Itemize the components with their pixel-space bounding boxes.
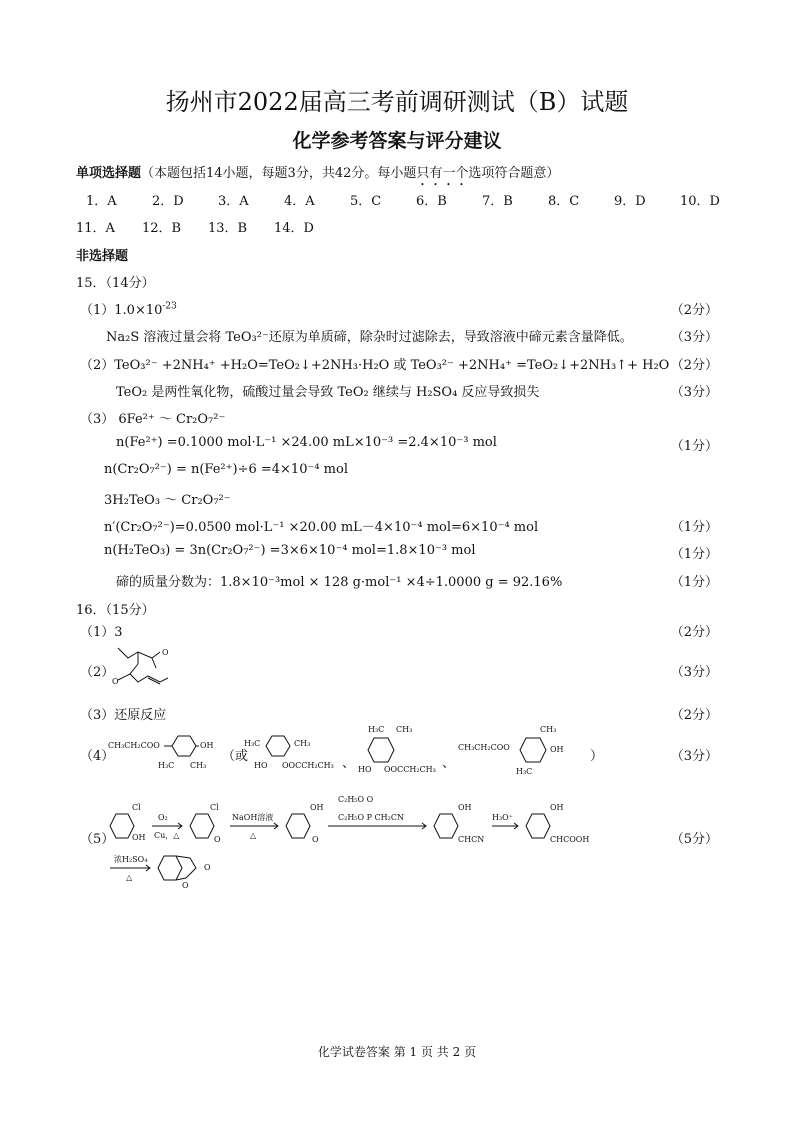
ester-group-label: CH₃CH₂COO: [458, 743, 510, 752]
score: （2分）: [670, 708, 718, 723]
ketone-o-label: O: [112, 677, 119, 686]
nitrile-group-label: CHCN: [458, 835, 485, 844]
oxo-label: O: [312, 835, 319, 844]
score: （1分）: [670, 547, 718, 562]
q16-part4-structure-4: [458, 724, 588, 778]
score: （2分）: [670, 358, 718, 373]
lactone-oxygen-label: O: [182, 881, 189, 890]
q16-part4-structure-3: [354, 722, 454, 776]
hydroxy-label: OH: [132, 833, 146, 842]
mcq-answers-row-1: [86, 190, 720, 209]
methyl-label: CH₃: [396, 725, 413, 734]
page-footer: 化学试卷答案 第 1 页 共 2 页: [317, 1045, 477, 1059]
chloro-label: Cl: [132, 803, 141, 812]
condition-label: △: [250, 831, 257, 840]
mcq-instructions: [76, 162, 559, 189]
methyl-label: CH₃: [294, 739, 311, 748]
hydroxy-label: HO: [358, 765, 372, 774]
methyl-label: H₃C: [158, 761, 175, 770]
separator: 、: [442, 756, 456, 771]
q16-part2-label: （2）: [80, 665, 115, 680]
q15-calc-excess: n′(Cr₂O₇²⁻)=0.0500 mol·L⁻¹ ×20.00 mL－4×10⁻⁴ mol=6×10⁻⁴ mol: [104, 520, 539, 535]
q15-relation-h2teo3: 3H₂TeO₃ ～ Cr₂O₇²⁻: [104, 493, 231, 508]
non-mcq-heading: 非选择题: [76, 249, 129, 264]
mcq-answer: 2．D: [152, 194, 184, 209]
methyl-label: H₃C: [516, 767, 533, 776]
q16-part4-label: （4）: [80, 749, 115, 764]
q15-calc-cr2o7: n(Cr₂O₇²⁻) = n(Fe²⁺)÷6 =4×10⁻⁴ mol: [104, 462, 348, 477]
mcq-desc-post: 选项符合题意）: [468, 166, 560, 181]
mcq-desc-emphasis: 只有一个: [416, 166, 469, 181]
chloro-label: Cl: [210, 803, 219, 812]
q16-part4-structure-1: [108, 728, 218, 772]
cyclohexane-ring: [190, 814, 214, 838]
q15-part1-explanation: Na₂S 溶液过量会将 TeO₃²⁻还原为单质碲，除杂时过滤除去，导致溶液中碲元素含量降低。: [106, 330, 633, 345]
q16-heading: 16．（15分）: [76, 603, 155, 618]
reagent-label: C₂H₅O P CH₂CN: [338, 813, 404, 822]
page-subtitle: 化学参考答案与评分建议: [292, 130, 502, 152]
mcq-answer: 14．D: [274, 221, 314, 236]
mcq-answer: 3．A: [218, 194, 249, 209]
score: （3分）: [670, 385, 718, 400]
hydroxy-label: OH: [200, 741, 214, 750]
lactone-carbonyl-label: O: [204, 863, 211, 872]
q15-part1-text: （1）1.0×10: [80, 303, 163, 318]
mcq-answer: 4．A: [284, 194, 315, 209]
score: （3分）: [670, 330, 718, 345]
q15-mass-fraction: 碲的质量分数为：1.8×10⁻³mol × 128 g·mol⁻¹ ×4÷1.0000 g = 92.16%: [116, 575, 563, 590]
q15-heading: 15．（14分）: [76, 276, 155, 291]
mcq-answer: 12．B: [142, 221, 182, 236]
condition-label: O₂: [158, 813, 168, 822]
ester-group-label: CH₃CH₂COO: [108, 741, 160, 750]
q15-part2-explanation: TeO₂ 是两性氧化物，硫酸过量会导致 TeO₂ 继续与 H₂SO₄ 反应导致损失: [116, 385, 540, 400]
cyclohexane-ring: [286, 814, 310, 838]
q15-part3-relation: （3） 6Fe²⁺ ～ Cr₂O₇²⁻: [80, 412, 226, 427]
condition-label: △: [126, 873, 133, 882]
mcq-answer: 7．B: [482, 194, 513, 209]
separator: 、: [342, 756, 356, 771]
q15-part1: [80, 299, 177, 318]
hydroxy-label: OH: [310, 803, 324, 812]
q16-part3: （3）还原反应: [80, 708, 167, 723]
mcq-answers-row-2: [76, 217, 314, 236]
condition-label: 浓H₂SO₄: [114, 855, 148, 864]
score: （1分）: [670, 439, 718, 454]
methyl-label: H₃C: [368, 725, 385, 734]
hydroxy-label: OH: [550, 803, 564, 812]
cyclohexane-ring: [526, 814, 550, 838]
q16-part4-or: （或: [222, 749, 249, 764]
score: （3分）: [670, 665, 718, 680]
q16-part4-structure-2: [244, 728, 354, 772]
mcq-answer: 8．C: [548, 194, 580, 209]
q16-part4-close: ）: [590, 749, 604, 764]
mcq-desc-pre: （本题包括14小题，每题3分，共42分。每小题: [141, 166, 417, 181]
mcq-answer: 11．A: [76, 221, 115, 236]
cyclohexane-ring: [158, 856, 182, 880]
score: （1分）: [670, 520, 718, 535]
mcq-answer: 1．A: [86, 194, 117, 209]
condition-label: H₃O⁺: [492, 813, 513, 822]
methyl-label: H₃C: [244, 739, 261, 748]
score: （5分）: [670, 832, 718, 847]
hydroxy-label: OH: [550, 745, 564, 754]
mcq-heading: 单项选择题: [76, 166, 142, 181]
ester-group-label: OOCCH₂CH₃: [282, 761, 334, 770]
mcq-answer: 9．D: [614, 194, 646, 209]
score: （2分）: [670, 303, 718, 318]
mcq-answer: 6．B: [416, 194, 447, 209]
page-title: 扬州市2022届高三考前调研测试（B）试题: [165, 88, 629, 116]
oxo-label: O: [214, 835, 221, 844]
cyclohexane-ring: [110, 814, 134, 838]
q15-calc-h2teo3: n(H₂TeO₃) = 3n(Cr₂O₇²⁻) =3×6×10⁻⁴ mol=1.8×10⁻³ mol: [104, 543, 476, 558]
ester-group-label: OOCCH₂CH₃: [384, 765, 436, 774]
cyclohexane-ring: [434, 814, 458, 838]
q15-part1-exponent: -23: [162, 301, 177, 312]
mcq-answer: 5．C: [350, 194, 382, 209]
condition-label: Cu，△: [154, 831, 180, 840]
score: （3分）: [670, 749, 718, 764]
q16-part2-structure: [108, 644, 178, 694]
carbonyl-o-label: O: [162, 648, 169, 657]
q16-part1: （1）3: [80, 625, 123, 640]
hydroxy-label: OH: [458, 803, 472, 812]
hydroxy-label: HO: [254, 761, 268, 770]
score: （1分）: [670, 575, 718, 590]
q16-part5-synthesis-route: [106, 796, 666, 892]
score: （2分）: [670, 625, 718, 640]
mcq-answer: 10．D: [680, 194, 720, 209]
q16-part5-label: （5）: [80, 832, 115, 847]
condition-label: NaOH溶液: [232, 813, 274, 822]
reagent-label: C₂H₅O O: [338, 795, 374, 804]
q15-calc-fe: n(Fe²⁺) =0.1000 mol·L⁻¹ ×24.00 mL×10⁻³ =2.4×10⁻³ mol: [116, 435, 497, 450]
carboxylic-acid-label: CHCOOH: [550, 835, 590, 844]
methyl-label: CH₃: [540, 725, 557, 734]
methyl-label: CH₃: [190, 761, 207, 770]
mcq-answer: 13．B: [208, 221, 248, 236]
q15-part2-equation: （2）TeO₃²⁻ +2NH₄⁺ +H₂O=TeO₂↓+2NH₃·H₂O 或 TeO₃²⁻ +2NH₄⁺ =TeO₂↓+2NH₃↑+ H₂O: [80, 358, 670, 373]
